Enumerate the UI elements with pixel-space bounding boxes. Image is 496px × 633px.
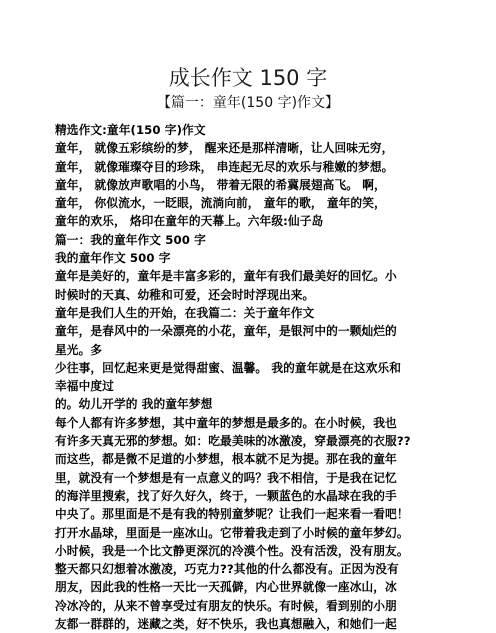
text-line: 童年， 就像放声歌唱的小鸟， 带着无限的希冀展翅高飞。 啊， <box>55 177 386 192</box>
document-title: 成长作文 150 字 <box>168 66 328 90</box>
text-line: 的海洋里搜索，找了好久好久，终于，一颗蓝色的水晶球在我的手 <box>55 488 397 503</box>
text-line: 精选作文:童年(150 字)作文 <box>55 123 206 137</box>
text-line: 幸福中度过 <box>55 379 114 394</box>
text-line: 童年，是春风中的一朵漂亮的小花，童年，是银河中的一颗灿烂的 <box>55 324 397 339</box>
text-line: 每个人都有许多梦想，其中童年的梦想是最多的。在小时候，我也 <box>55 415 397 430</box>
text-line: 星光。多 <box>55 342 103 357</box>
text-line: 童年， 你似流水，一眨眼，流淌向前， 童年的歌， 童年的笑， <box>55 196 386 211</box>
text-line: 童年， 就像璀璨夺目的珍珠， 串连起无尽的欢乐与稚嫩的梦想。 <box>55 159 394 174</box>
text-line: 打开水晶球，里面是一座冰山。它带着我走到了小时候的童年梦幻。 <box>55 525 409 540</box>
text-line: 小时候，我是一个比文静更深沉的冷漠个性。没有活泼，没有朋友。 <box>55 543 409 558</box>
text-line: 童年是美好的，童年是丰富多彩的，童年有我们最美好的回忆。小 <box>55 269 397 284</box>
text-line: 整天都只幻想着冰激凌，巧克力??其他的什么都没有。正因为没有 <box>55 562 399 577</box>
text-line: 我的童年作文 500 字 <box>55 251 171 266</box>
text-line: 时候时的天真、幼稚和可爱，还会时时浮现出来。 <box>55 287 315 302</box>
text-line: 有许多天真无邪的梦想。如：吃最美味的冰激凌，穿最漂亮的衣服?? <box>55 434 411 449</box>
text-line: 的。幼儿开学的 我的童年梦想 <box>55 397 213 412</box>
text-line: 童年， 就像五彩缤纷的梦， 醒来还是那样清晰，让人回味无穷， <box>55 141 394 156</box>
text-line: 童年是我们人生的开始，在我篇二：关于童年作文 <box>55 305 315 320</box>
document-subtitle: 【篇一：童年(150 字)作文】 <box>156 95 340 111</box>
text-line: 而这些，都是微不足道的小梦想，根本就不足为提。那在我的童年 <box>55 452 397 467</box>
text-line: 少往事，回忆起来更是觉得甜蜜、温馨。 我的童年就是在这欢乐和 <box>55 360 402 375</box>
text-line: 友都一群群的，迷藏之类，好不快乐，我也真想融入，和她们一起 <box>55 617 397 632</box>
text-line: 篇一：我的童年作文 500 字 <box>55 232 206 247</box>
document-body <box>55 121 487 633</box>
text-line: 童年的欢乐， 烙印在童年的天幕上。六年级:仙子岛 <box>55 214 324 229</box>
text-line: 里，就没有一个梦想是有一点意义的吗？我不相信，于是我在记忆 <box>55 470 397 485</box>
text-line: 冷冰冷的，从来不曾享受过有朋友的快乐。有时候，看到别的小朋 <box>55 598 397 613</box>
text-line: 中央了。那里面是不是有我的特别童梦呢？让我们一起来看一看吧！ <box>55 507 409 522</box>
text-line: 朋友，因此我的性格一天比一天孤僻，内心世界就像一座冰山，冰 <box>55 580 397 595</box>
